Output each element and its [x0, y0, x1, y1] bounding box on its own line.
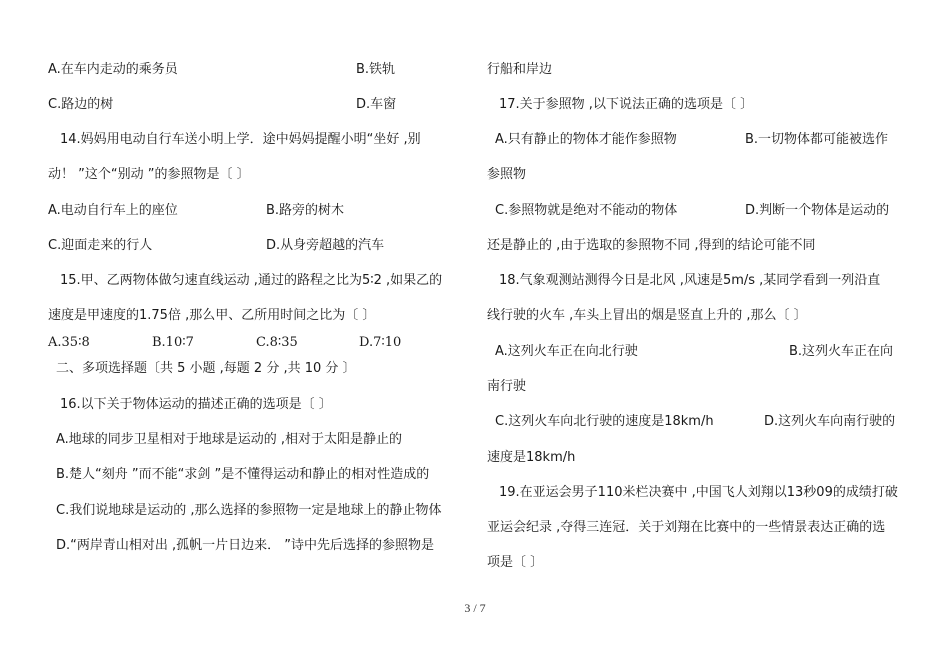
q17-option-d-line2: 还是静止的 ,由于选取的参照物不同 ,得到的结论可能不同	[487, 238, 816, 253]
q18-option-d-line1: D.这列火车向南行驶的	[764, 414, 896, 429]
q18-option-c: C.这列火车向北行驶的速度是18km/h	[495, 414, 714, 429]
q18-stem-line2: 线行驶的火车 ,车头上冒出的烟是竖直上升的 ,那么〔 〕	[487, 308, 807, 323]
q19-stem-line1: 19.在亚运会男子110米栏决赛中 ,中国飞人刘翔以13秒09的成绩打破	[499, 485, 898, 500]
q13-option-a: A.在车内走动的乘务员	[48, 62, 178, 77]
q18-option-a: A.这列火车正在向北行驶	[495, 344, 638, 359]
q13-option-c: C.路边的树	[48, 97, 114, 112]
q16-option-b: B.楚人“刻舟 ”而不能“求剑 ”是不懂得运动和静止的相对性造成的	[56, 467, 430, 482]
q17-option-d-line1: D.判断一个物体是运动的	[745, 203, 890, 218]
q18-option-b-line2: 南行驶	[487, 379, 527, 394]
q15-option-b: B.10∶7	[152, 335, 194, 350]
q19-stem-line2: 亚运会纪录 ,夺得三连冠．关于刘翔在比赛中的一些情景表达正确的选	[487, 520, 886, 535]
q17-option-b-line2: 参照物	[487, 167, 527, 182]
q15-option-c: C.8∶35	[256, 335, 298, 350]
q18-stem-line1: 18.气象观测站测得今日是北风 ,风速是5m/s ,某同学看到一列沿直	[499, 273, 881, 288]
q16-option-a: A.地球的同步卫星相对于地球是运动的 ,相对于太阳是静止的	[56, 432, 403, 447]
q16-stem: 16.以下关于物体运动的描述正确的选项是〔 〕	[60, 397, 332, 412]
section2-title: 二、多项选择题〔共 5 小题 ,每题 2 分 ,共 10 分 〕	[56, 361, 356, 376]
q17-option-a: A.只有静止的物体才能作参照物	[495, 132, 677, 147]
q13-option-b: B.铁轨	[356, 62, 396, 77]
q14-option-a: A.电动自行车上的座位	[48, 203, 178, 218]
q14-option-c: C.迎面走来的行人	[48, 238, 153, 253]
q15-option-d: D.7∶10	[359, 335, 402, 350]
q18-option-d-line2: 速度是18km/h	[487, 450, 576, 465]
q15-option-a: A.35∶8	[48, 335, 90, 350]
q16-continued: 行船和岸边	[487, 62, 553, 77]
q14-option-d: D.从身旁超越的汽车	[266, 238, 385, 253]
q19-stem-line3: 项是〔 〕	[487, 555, 544, 570]
q14-stem-line2: 动！ ”这个“别动 ”的参照物是〔 〕	[48, 167, 250, 182]
q14-stem-line1: 14.妈妈用电动自行车送小明上学．途中妈妈提醒小明“坐好 ,别	[60, 132, 421, 147]
q15-stem-line2: 速度是甲速度的1.75倍 ,那么甲、乙所用时间之比为〔 〕	[48, 308, 376, 323]
q17-option-b-line1: B.一切物体都可能被选作	[745, 132, 889, 147]
q17-option-c: C.参照物就是绝对不能动的物体	[495, 203, 678, 218]
q18-option-b-line1: B.这列火车正在向	[789, 344, 894, 359]
q16-option-c: C.我们说地球是运动的 ,那么选择的参照物一定是地球上的静止物体	[56, 503, 442, 518]
q14-option-b: B.路旁的树木	[266, 203, 345, 218]
q16-option-d: D.“两岸青山相对出 ,孤帆一片日边来． ”诗中先后选择的参照物是	[56, 538, 435, 553]
q17-stem: 17.关于参照物 ,以下说法正确的选项是〔 〕	[499, 97, 754, 112]
page-number: 3 / 7	[464, 601, 486, 615]
q13-option-d: D.车窗	[356, 97, 397, 112]
q15-stem-line1: 15.甲、乙两物体做匀速直线运动 ,通过的路程之比为5∶2 ,如果乙的	[60, 273, 443, 288]
